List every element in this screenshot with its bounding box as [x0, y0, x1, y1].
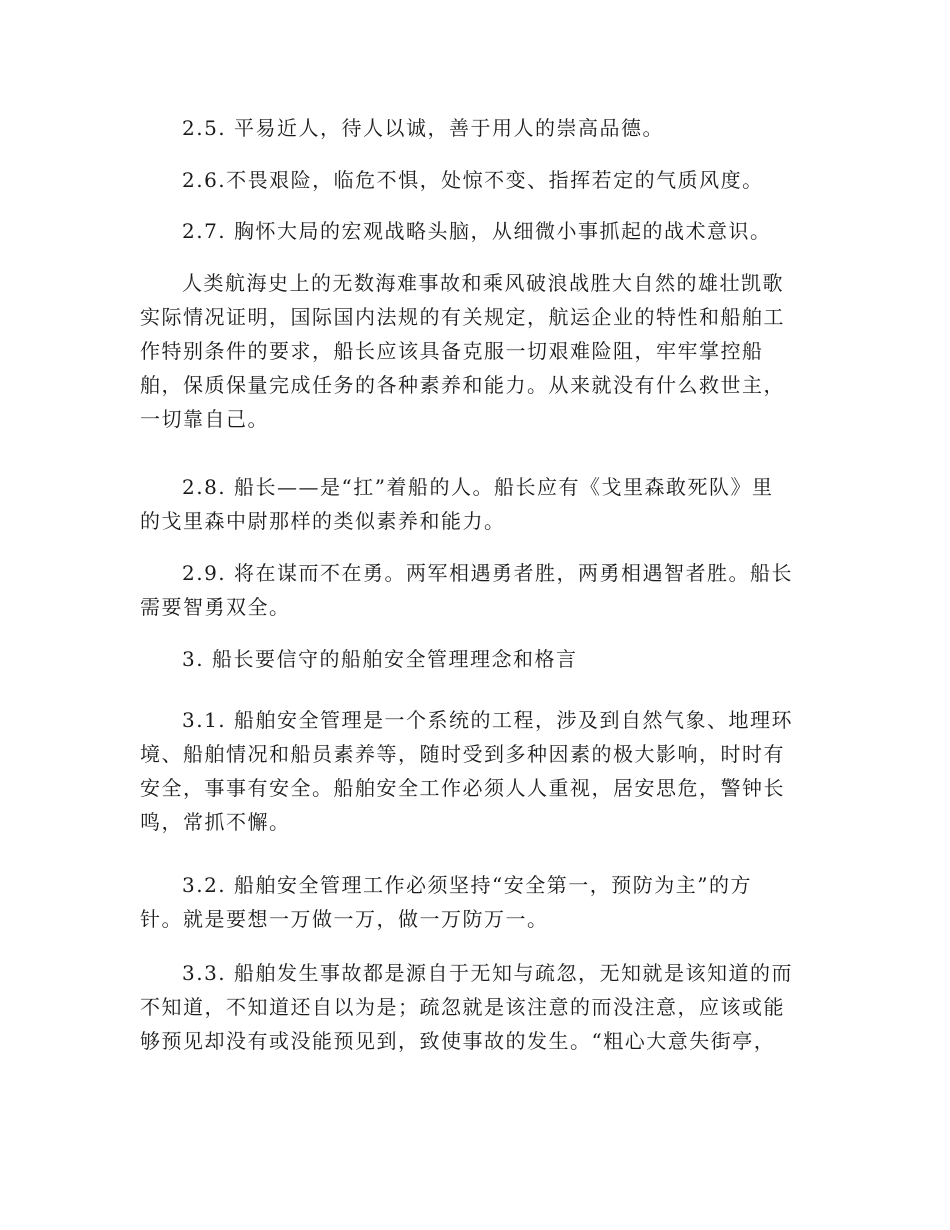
text-line: 人类航海史上的无数海难事故和乘风破浪战胜大自然的雄壮凯歌 — [182, 271, 784, 295]
text-line: 2.9. 将在谋而不在勇。两军相遇勇者胜，两勇相遇智者胜。船长 — [182, 561, 794, 585]
text-line: 不知道，不知道还自以为是；疏忽就是该注意的而没注意，应该或能 — [140, 995, 785, 1019]
text-line: 3.2. 船舶安全管理工作必须坚持“安全第一，预防为主”的方 — [182, 873, 752, 897]
paragraph-3-3 — [140, 956, 810, 1058]
text-line: 的戈里森中尉那样的类似素养和能力。 — [140, 509, 506, 533]
text-line: 3.3. 船舶发生事故都是源自于无知与疏忽，无知就是该知道的而 — [182, 961, 794, 985]
text-line: 2.7. 胸怀大局的宏观战略头脑，从细微小事抓起的战术意识。 — [182, 219, 772, 243]
paragraph-2-5 — [140, 111, 810, 145]
paragraph-summary — [140, 266, 810, 436]
paragraph-2-6 — [140, 163, 810, 197]
text-line: 3. 船长要信守的船舶安全管理理念和格言 — [182, 647, 578, 671]
text-line: 需要智勇双全。 — [140, 595, 291, 619]
paragraph-3-2 — [140, 868, 810, 936]
text-line: 2.8. 船长——是“扛”着船的人。船长应有《戈里森敢死队》里 — [182, 475, 774, 499]
paragraph-2-9 — [140, 556, 810, 624]
text-line: 2.5. 平易近人，待人以诚，善于用人的崇高品德。 — [182, 116, 665, 140]
text-line: 2.6.不畏艰险，临危不惧，处惊不变、指挥若定的气质风度。 — [182, 168, 764, 192]
text-line: 针。就是要想一万做一万，做一万防万一。 — [140, 907, 549, 931]
text-line: 3.1. 船舶安全管理是一个系统的工程，涉及到自然气象、地理环 — [182, 708, 794, 732]
paragraph-2-7 — [140, 214, 810, 248]
text-line: 鸣，常抓不懈。 — [140, 810, 291, 834]
text-line: 一切靠自己。 — [140, 407, 269, 431]
heading-section-3 — [140, 642, 810, 676]
text-line: 舶，保质保量完成任务的各种素养和能力。从来就没有什么救世主， — [140, 373, 785, 397]
text-line: 境、船舶情况和船员素养等，随时受到多种因素的极大影响，时时有 — [140, 742, 785, 766]
paragraph-3-1 — [140, 703, 810, 839]
paragraph-2-8 — [140, 470, 810, 538]
text-line: 作特别条件的要求，船长应该具备克服一切艰难险阻，牢牢掌控船 — [140, 339, 764, 363]
text-line: 安全，事事有安全。船舶安全工作必须人人重视，居安思危，警钟长 — [140, 776, 785, 800]
text-line: 够预见却没有或没能预见到，致使事故的发生。“粗心大意失街亭， — [140, 1029, 776, 1053]
text-line: 实际情况证明，国际国内法规的有关规定，航运企业的特性和船舶工 — [140, 305, 785, 329]
